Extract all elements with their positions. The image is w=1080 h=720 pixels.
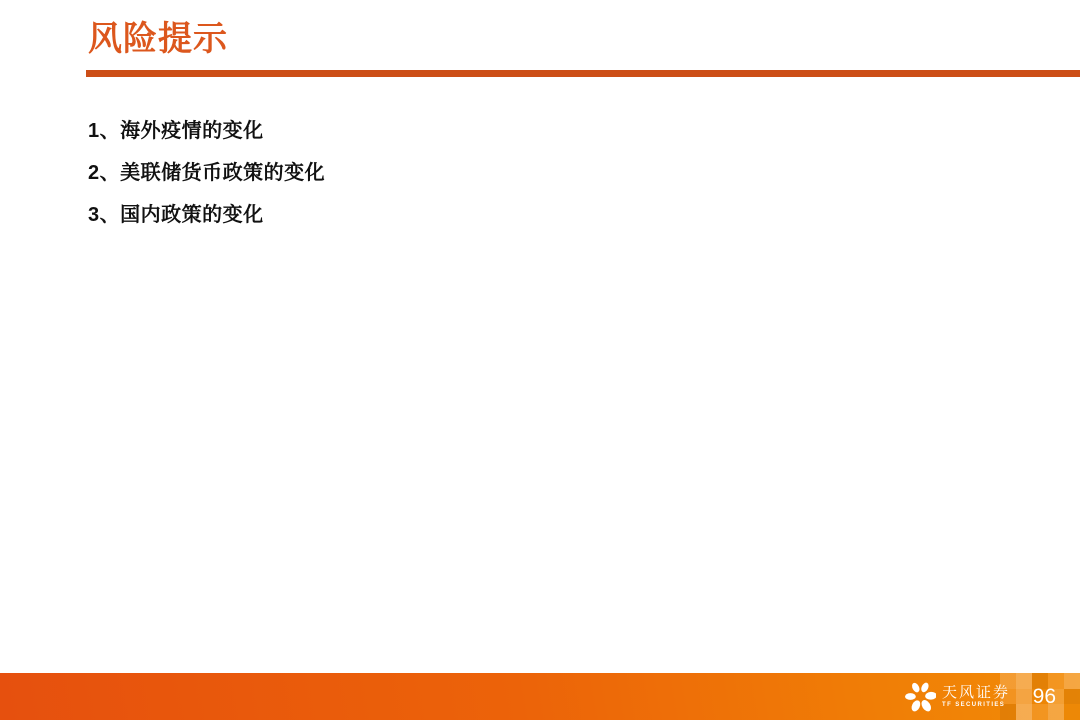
brand-name-cn: 天风证券 (942, 683, 1011, 701)
tf-flower-logo-icon (905, 679, 936, 714)
brand-name-en: TF SECURITIES (942, 701, 1006, 708)
page-title: 风险提示 (88, 20, 228, 58)
brand-text (942, 685, 1010, 709)
title-underline-rule (86, 70, 1080, 77)
page-number: 96 (1032, 684, 1056, 708)
risk-item-1: 1、海外疫情的变化 (88, 120, 264, 142)
footer-bar (0, 673, 1080, 720)
risk-item-3: 3、国内政策的变化 (88, 204, 264, 226)
risk-list (88, 121, 325, 247)
brand-logo (905, 673, 1010, 720)
risk-item-2: 2、美联储货币政策的变化 (88, 162, 326, 184)
